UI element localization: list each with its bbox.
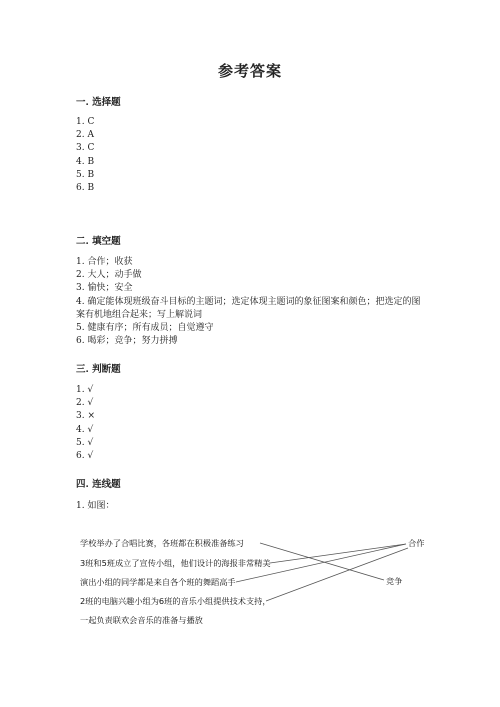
list-item: 3. 愉快；安全 <box>76 283 133 294</box>
matching-diagram <box>76 530 446 640</box>
list-item: 3. C <box>76 143 95 154</box>
list-item: 6. √ <box>76 451 94 462</box>
list-item: 2. 大人；动手做 <box>76 270 142 281</box>
list-item: 3. × <box>76 411 95 422</box>
list-item: 2. √ <box>76 398 94 409</box>
list-item: 5. √ <box>76 437 94 448</box>
match-line <box>270 544 406 563</box>
match-right-item: 竞争 <box>386 576 403 586</box>
list-item: 1. 如图： <box>76 501 115 511</box>
match-right-item: 合作 <box>408 538 425 548</box>
list-item: 1. √ <box>76 385 94 395</box>
list-item: 1. C <box>76 117 95 127</box>
section-heading-matching: 四. 连线题 <box>76 479 121 490</box>
list-item: 1. 合作；收获 <box>76 257 133 267</box>
list-item: 6. B <box>76 183 95 194</box>
section-heading-choice: 一. 选择题 <box>76 97 121 108</box>
match-left-item: 3班和5班成立了宣传小组，他们设计的海报非常精美 <box>80 558 271 568</box>
choice-answer-list <box>76 116 94 195</box>
fill-blank-answer-list <box>76 256 426 348</box>
list-item: 5. B <box>76 169 95 180</box>
true-false-answer-list <box>76 384 95 463</box>
page-title: 参考答案 <box>217 62 282 80</box>
list-item: 4. B <box>76 156 95 167</box>
match-left-item: 2班的电脑兴趣小组为6班的音乐小组提供技术支持， <box>80 596 271 606</box>
list-item: 2. A <box>76 130 94 141</box>
list-item: 4. 确定能体现班级奋斗目标的主题词；选定体现主题词的象征图案和颜色；把选定的图案有机地组合起来；写上解说词 <box>76 296 421 320</box>
match-left-item: 一起负责联欢会音乐的准备与播放 <box>80 615 203 625</box>
list-item: 4. √ <box>76 424 94 435</box>
match-left-item: 演出小组的同学都是来自各个班的舞蹈高手 <box>80 577 236 587</box>
match-line <box>266 548 408 601</box>
match-left-item: 学校举办了合唱比赛，各班都在积极准备练习 <box>80 538 244 548</box>
section-heading-fill-blank: 二. 填空题 <box>76 236 121 247</box>
section-heading-true-false: 三. 判断题 <box>76 364 121 375</box>
matching-answer-list <box>76 500 114 513</box>
list-item: 5. 健康有序；所有成员；自觉遵守 <box>76 323 214 334</box>
list-item: 6. 喝彩；竞争；努力拼搏 <box>76 336 178 347</box>
